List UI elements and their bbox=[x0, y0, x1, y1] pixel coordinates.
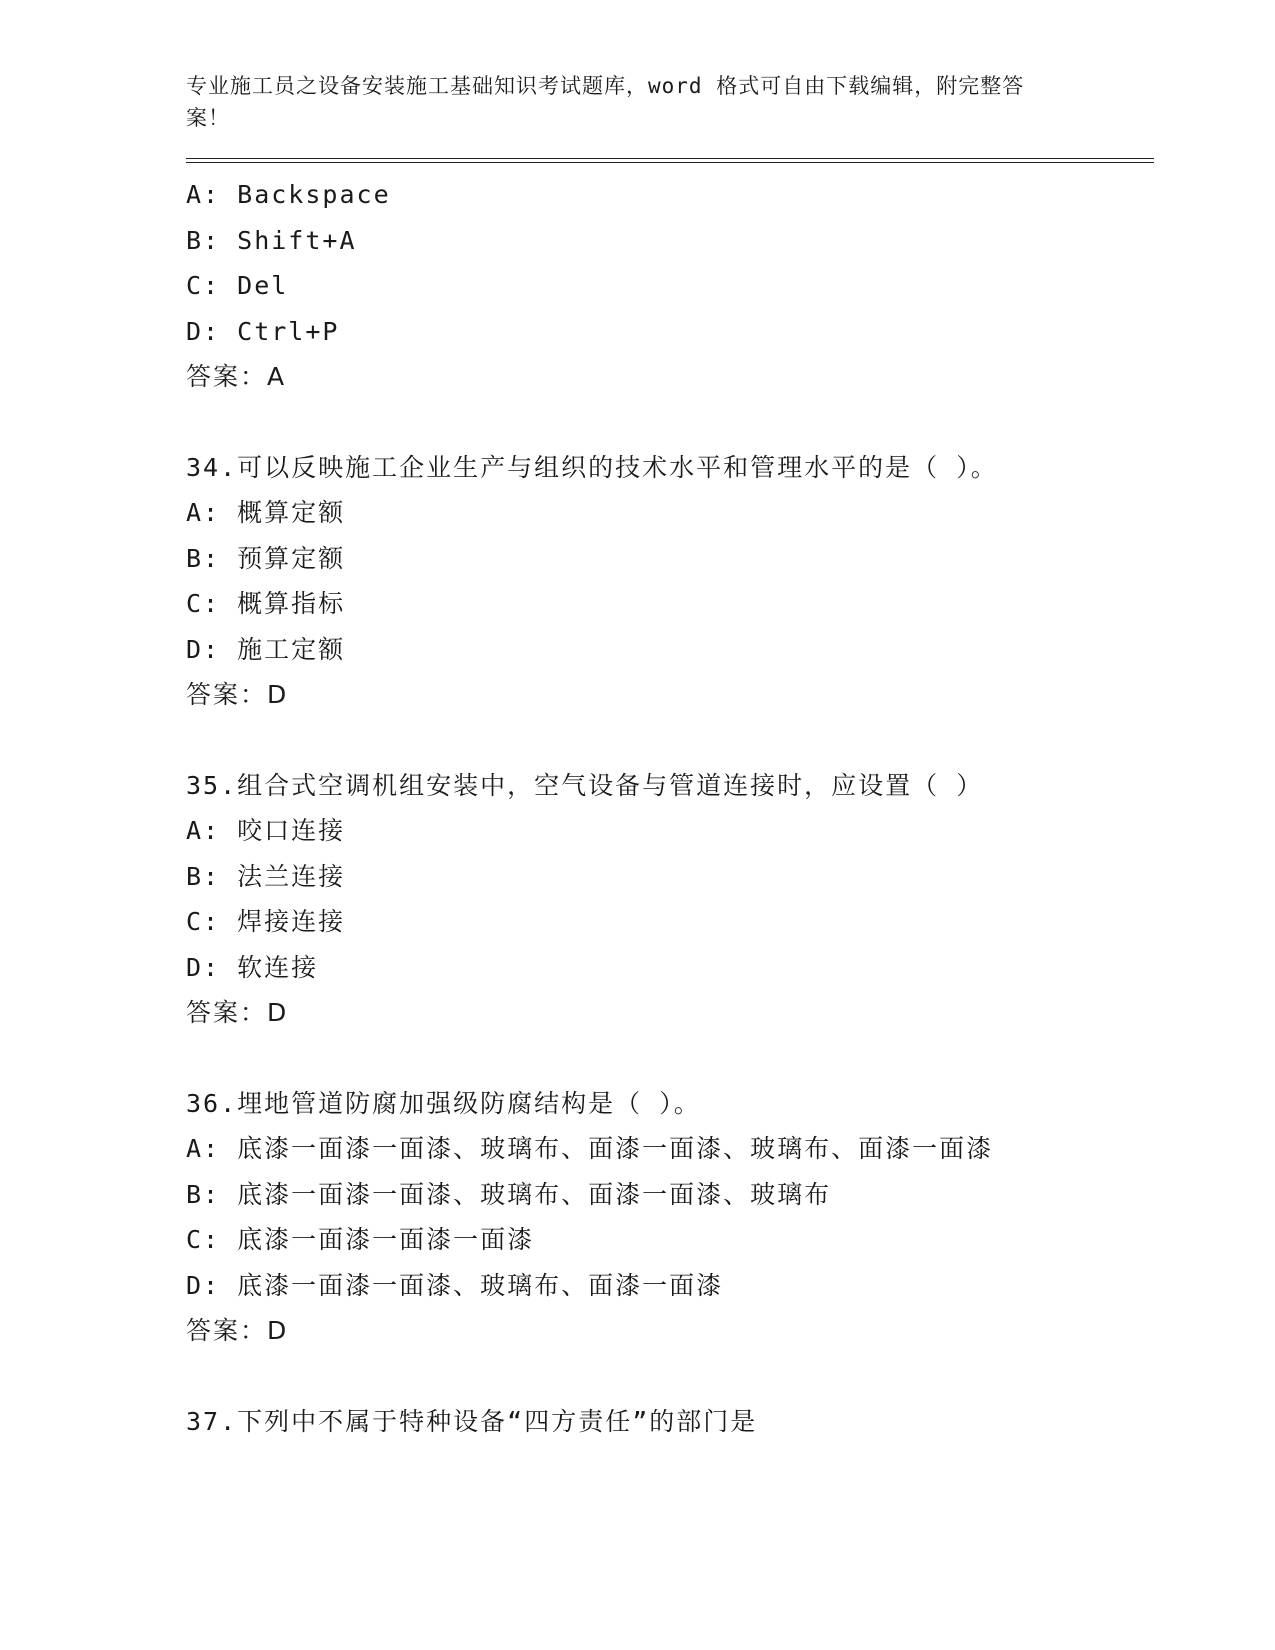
option-b: B: 法兰连接 bbox=[186, 861, 346, 891]
option-d: D: 施工定额 bbox=[186, 634, 346, 664]
option-c: C: 底漆一面漆一面漆一面漆 bbox=[186, 1225, 535, 1254]
question-stem: 37.下列中不属于特种设备“四方责任”的部门是 bbox=[186, 1406, 758, 1436]
answer-line: 答案：A bbox=[186, 362, 287, 391]
option-c: C: Del bbox=[186, 271, 289, 300]
question-34 bbox=[186, 445, 1166, 718]
option-a: A: Backspace bbox=[186, 180, 391, 209]
option-a: A: 概算定额 bbox=[186, 498, 346, 527]
option-c: C: 概算指标 bbox=[186, 589, 346, 618]
option-b: B: 底漆一面漆一面漆、玻璃布、面漆一面漆、玻璃布 bbox=[186, 1179, 832, 1209]
option-d: D: 软连接 bbox=[186, 952, 319, 982]
answer-line: 答案：D bbox=[186, 1316, 289, 1345]
question-stem: 36.埋地管道防腐加强级防腐结构是（ ）。 bbox=[186, 1088, 701, 1118]
document-header-title: 专业施工员之设备安装施工基础知识考试题库，word 格式可自由下载编辑，附完整答案！ bbox=[186, 74, 1025, 130]
option-a: A: 底漆一面漆一面漆、玻璃布、面漆一面漆、玻璃布、面漆一面漆 bbox=[186, 1134, 994, 1163]
option-d: D: Ctrl+P bbox=[186, 316, 340, 346]
question-stem: 34.可以反映施工企业生产与组织的技术水平和管理水平的是（ ）。 bbox=[186, 452, 998, 482]
question-37 bbox=[186, 1399, 1166, 1445]
option-c: C: 焊接连接 bbox=[186, 907, 346, 936]
option-d: D: 底漆一面漆一面漆、玻璃布、面漆一面漆 bbox=[186, 1270, 724, 1300]
header-divider bbox=[186, 158, 1154, 163]
option-b: B: 预算定额 bbox=[186, 543, 346, 573]
question-33-continued bbox=[186, 172, 1166, 400]
question-stem: 35.组合式空调机组安装中，空气设备与管道连接时，应设置（ ） bbox=[186, 770, 984, 800]
question-36 bbox=[186, 1081, 1166, 1354]
answer-line: 答案：D bbox=[186, 680, 289, 709]
question-35 bbox=[186, 763, 1166, 1036]
option-b: B: Shift+A bbox=[186, 225, 357, 255]
answer-line: 答案：D bbox=[186, 998, 289, 1027]
option-a: A: 咬口连接 bbox=[186, 816, 346, 845]
document-page bbox=[186, 70, 1166, 1444]
